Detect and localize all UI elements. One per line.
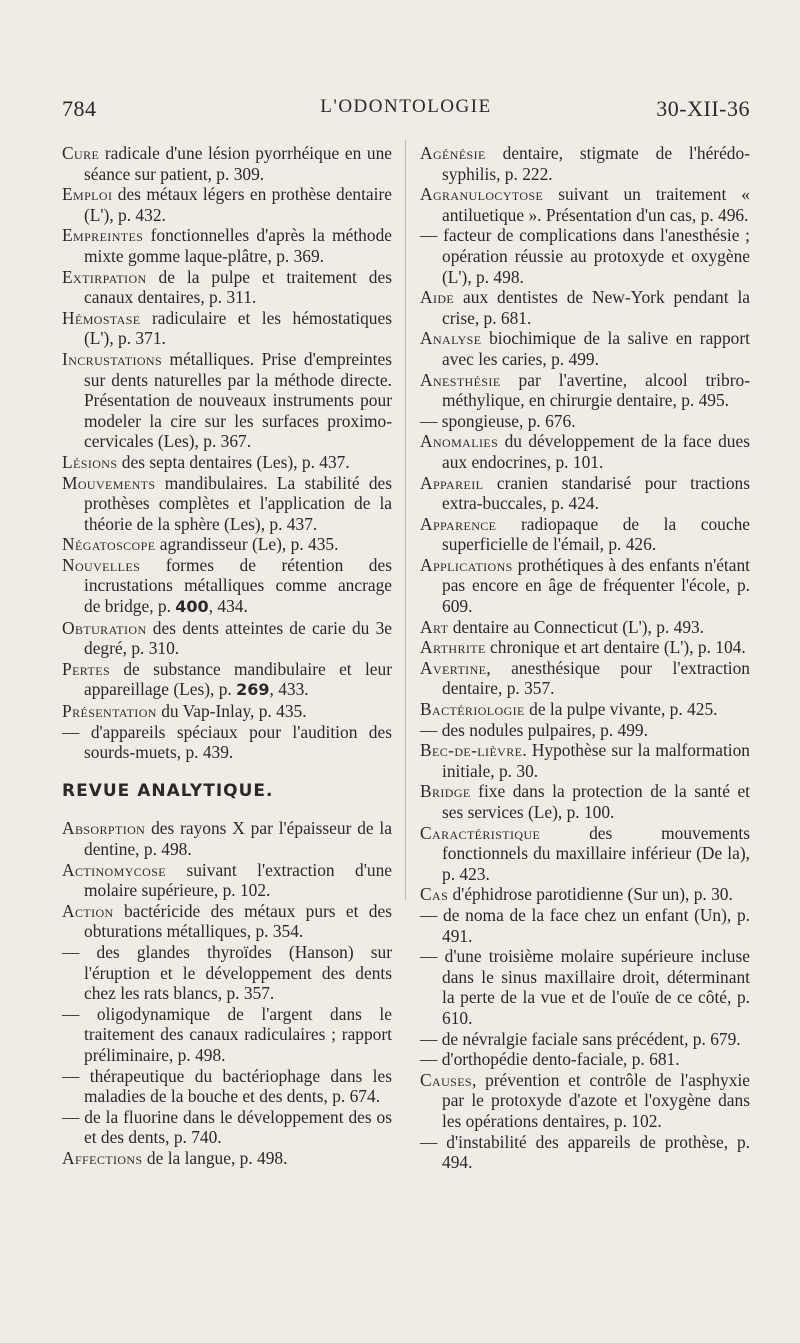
- index-entry: [62, 184, 392, 225]
- entry-text: suivant un traitement « antiluetique ». Présentation d'un cas, p. 496.: [442, 184, 750, 225]
- entry-keyword: Incrustations: [62, 348, 163, 369]
- entry-bold-page: 400: [175, 597, 209, 617]
- entry-text: . Hypothèse sur la malformation initiale, p. 30.: [442, 740, 750, 781]
- entry-keyword: Action: [62, 900, 114, 921]
- entry-keyword: Anomalies: [420, 431, 499, 452]
- entry-text: des métaux légers en prothèse dentaire (L'), p. 432.: [84, 184, 392, 225]
- entry-keyword: Analyse: [420, 328, 482, 349]
- index-entry: [420, 411, 750, 432]
- index-entry: [62, 901, 392, 942]
- index-entry: [420, 617, 750, 638]
- entry-text: suivant l'extraction d'une molaire supérieure, p. 102.: [84, 859, 392, 901]
- column-divider: [405, 140, 406, 900]
- entry-text: — d'appareils spéciaux pour l'audition des sourds-muets, p. 439.: [62, 721, 392, 763]
- index-entry: [420, 143, 750, 184]
- entry-text: de la pulpe vivante, p. 425.: [524, 699, 718, 720]
- entry-keyword: Bactériologie: [420, 699, 525, 720]
- entry-text: — des glandes thyroïdes (Hanson) sur l'éruption et le développement des dents chez les rats blancs, p. 357.: [62, 941, 392, 1004]
- index-entry: [420, 287, 750, 328]
- entry-text: des dents atteintes de carie du 3e degré, p. 310.: [84, 617, 392, 659]
- entry-text: du développement de la face dues aux endocrines, p. 101.: [442, 431, 750, 472]
- entry-text: fonctionnelles d'après la méthode mixte gomme laque-plâtre, p. 369.: [84, 225, 392, 266]
- index-entry: [420, 658, 750, 699]
- entry-text: — de noma de la face chez un enfant (Un), p. 491.: [420, 904, 750, 946]
- index-entry: [62, 225, 392, 266]
- entry-text: mandibulaires. La stabilité des prothèses complètes et l'application de la théorie de la sphère (Les), p. 437.: [84, 472, 392, 534]
- index-entry: [420, 740, 750, 781]
- entry-keyword: Bec-de-lièvre: [420, 740, 523, 761]
- entry-keyword: Aide: [420, 287, 455, 308]
- index-entry: [62, 267, 392, 308]
- entry-text: , anesthésique pour l'extraction dentaire, p. 357.: [442, 657, 750, 699]
- index-entry: [420, 184, 750, 225]
- entry-text: biochimique de la salive en rapport avec les caries, p. 499.: [442, 328, 750, 369]
- index-entry: [62, 1148, 392, 1169]
- entry-keyword: Mouvements: [62, 472, 156, 493]
- entry-keyword: Hémostase: [62, 307, 141, 328]
- index-entry: [420, 555, 750, 617]
- index-entry: [420, 637, 750, 658]
- entry-keyword: Présentation: [62, 701, 157, 722]
- entry-keyword: Empreintes: [62, 225, 144, 246]
- entry-text: des rayons X par l'épaisseur de la dentine, p. 498.: [84, 818, 392, 859]
- entry-text: agrandisseur (Le), p. 435.: [155, 534, 339, 555]
- entry-keyword: Lésions: [62, 451, 118, 472]
- index-list-top: [62, 143, 392, 763]
- running-header: [62, 96, 750, 130]
- entry-keyword: Anesthésie: [420, 369, 501, 390]
- index-entry: [420, 514, 750, 555]
- entry-bold-page: 269: [236, 680, 270, 700]
- entry-text: dentaire, stigmate de l'hérédo-syphilis, p. 222.: [442, 143, 750, 184]
- entry-keyword: Emploi: [62, 184, 113, 205]
- entry-text: de substance mandibulaire et leur appareillage (Les), p.: [84, 658, 392, 700]
- right-column: [420, 143, 750, 1173]
- index-entry: [62, 534, 392, 555]
- index-entry: [420, 431, 750, 472]
- entry-text: métalliques. Prise d'empreintes sur dents naturelles par la méthode directe. Présentation de nouveaux instruments pour modeler la cire sur les surfaces proximo-cervicales (Les), p. 367.: [84, 348, 392, 452]
- entry-keyword: Art: [420, 616, 449, 637]
- entry-text: — thérapeutique du bactériophage dans les maladies de la bouche et des dents, p. 674.: [62, 1065, 392, 1107]
- section-title: REVUE ANALYTIQUE.: [62, 780, 274, 801]
- entry-text-after: , 433.: [269, 679, 309, 700]
- entry-text: du Vap-Inlay, p. 435.: [156, 701, 307, 722]
- index-entry: [420, 884, 750, 905]
- entry-text: par l'avertine, alcool tribro-méthylique, en chirurgie dentaire, p. 495.: [442, 369, 750, 411]
- entry-text: , prévention et contrôle de l'asphyxie par le protoxyde d'azote et l'oxygène dans les opérations dentaires, p. 102.: [442, 1069, 750, 1131]
- index-entry: [62, 452, 392, 473]
- entry-keyword: Négatoscope: [62, 534, 156, 555]
- entry-text: chronique et art dentaire (L'), p. 104.: [485, 637, 746, 658]
- index-entry: [420, 1049, 750, 1070]
- entry-text-after: , 434.: [208, 596, 248, 617]
- entry-keyword: Causes: [420, 1069, 473, 1090]
- entry-keyword: Nouvelles: [62, 554, 141, 575]
- entry-text: — d'une troisième molaire supérieure incluse dans le sinus maxillaire droit, déterminant la perte de la vue et de l'ouïe de ce côté, p. 610.: [420, 946, 750, 1028]
- index-entry: [420, 1070, 750, 1132]
- entry-text: dentaire au Connecticut (L'), p. 493.: [448, 616, 705, 637]
- index-entry: [420, 225, 750, 287]
- entry-text: formes de rétention des incrustations métalliques comme ancrage de bridge, p.: [84, 554, 392, 617]
- index-entry: [62, 722, 392, 763]
- entry-keyword: Affections: [62, 1147, 143, 1168]
- entry-text: des septa dentaires (Les), p. 437.: [117, 451, 350, 472]
- index-entry: [62, 1004, 392, 1066]
- index-entry: [420, 328, 750, 369]
- index-entry: [420, 699, 750, 720]
- entry-text: de la langue, p. 498.: [142, 1147, 288, 1168]
- index-entry: [420, 905, 750, 946]
- entry-keyword: Avertine: [420, 657, 487, 678]
- entry-text: aux dentistes de New-York pendant la crise, p. 681.: [442, 287, 750, 328]
- entry-keyword: Obturation: [62, 617, 147, 638]
- entry-text: — oligodynamique de l'argent dans le traitement des canaux radiculaires ; rapport préliminaire, p. 498.: [62, 1003, 392, 1065]
- entry-text: — facteur de complications dans l'anesthésie ; opération réussie au protoxyde et oxygène (L'), p. 498.: [420, 225, 750, 287]
- entry-text: de la pulpe et traitement des canaux dentaires, p. 311.: [84, 266, 392, 308]
- index-entry: [62, 942, 392, 1004]
- index-entry: [420, 1029, 750, 1050]
- entry-keyword: Cas: [420, 884, 449, 905]
- entry-text: fixe dans la protection de la santé et ses services (Le), p. 100.: [442, 781, 750, 822]
- index-entry: [62, 555, 392, 618]
- entry-keyword: Pertes: [62, 658, 111, 679]
- entry-keyword: Apparence: [420, 513, 497, 534]
- entry-keyword: Cure: [62, 143, 100, 163]
- entry-keyword: Absorption: [62, 818, 146, 839]
- entry-text: — d'orthopédie dento-faciale, p. 681.: [420, 1049, 680, 1070]
- index-entry: [420, 1132, 750, 1173]
- entry-text: — de névralgie faciale sans précédent, p. 679.: [420, 1028, 741, 1049]
- entry-text: bactéricide des métaux purs et des obturations métalliques, p. 354.: [84, 900, 392, 942]
- entry-keyword: Arthrite: [420, 637, 486, 658]
- left-column: [62, 143, 392, 1169]
- index-entry: [62, 308, 392, 349]
- entry-text: — spongieuse, p. 676.: [420, 410, 576, 431]
- index-entry: [420, 823, 750, 885]
- entry-keyword: Caractéristique: [420, 822, 541, 843]
- index-entry: [62, 1066, 392, 1107]
- index-entry: [420, 781, 750, 822]
- index-entry: [62, 349, 392, 452]
- entry-keyword: Agénésie: [420, 143, 486, 163]
- entry-text: des mouvements fonctionnels du maxillaire inférieur (De la), p. 423.: [442, 822, 750, 884]
- index-entry: [420, 370, 750, 411]
- index-entry: [62, 659, 392, 701]
- index-list-analytique: [62, 818, 392, 1168]
- entry-keyword: Bridge: [420, 781, 471, 802]
- entry-keyword: Applications: [420, 554, 513, 575]
- index-entry: [62, 860, 392, 901]
- issue-date: 30-XII-36: [656, 96, 750, 121]
- index-entry: [62, 818, 392, 859]
- index-list-right: [420, 143, 750, 1173]
- entry-text: — de la fluorine dans le développement des os et des dents, p. 740.: [62, 1106, 392, 1148]
- entry-text: prothétiques à des enfants n'étant pas encore en âge de fréquenter l'école, p. 609.: [442, 554, 750, 617]
- index-entry: [62, 701, 392, 722]
- index-entry: [62, 1107, 392, 1148]
- index-entry: [420, 720, 750, 741]
- entry-text: — des nodules pulpaires, p. 499.: [420, 719, 648, 740]
- entry-text: — d'instabilité des appareils de prothèse, p. 494.: [420, 1131, 750, 1173]
- index-entry: [62, 473, 392, 535]
- entry-text: d'éphidrose parotidienne (Sur un), p. 30.: [448, 884, 733, 905]
- entry-text: radiculaire et les hémostatiques (L'), p. 371.: [84, 307, 392, 349]
- entry-text: radiopaque de la couche superficielle de l'émail, p. 426.: [442, 513, 750, 555]
- index-entry: [420, 473, 750, 514]
- entry-keyword: Extirpation: [62, 266, 147, 287]
- entry-keyword: Agranulocytose: [420, 184, 544, 205]
- index-entry: [62, 143, 392, 184]
- index-entry: [420, 946, 750, 1028]
- index-entry: [62, 618, 392, 659]
- entry-keyword: Appareil: [420, 472, 484, 493]
- journal-title: L'ODONTOLOGIE: [320, 96, 492, 117]
- entry-text: radicale d'une lésion pyorrhéique en une séance sur patient, p. 309.: [84, 143, 392, 184]
- entry-text: cranien standarisé pour tractions extra-buccales, p. 424.: [442, 472, 750, 514]
- entry-keyword: Actinomycose: [62, 859, 167, 880]
- page-number: 784: [62, 96, 97, 121]
